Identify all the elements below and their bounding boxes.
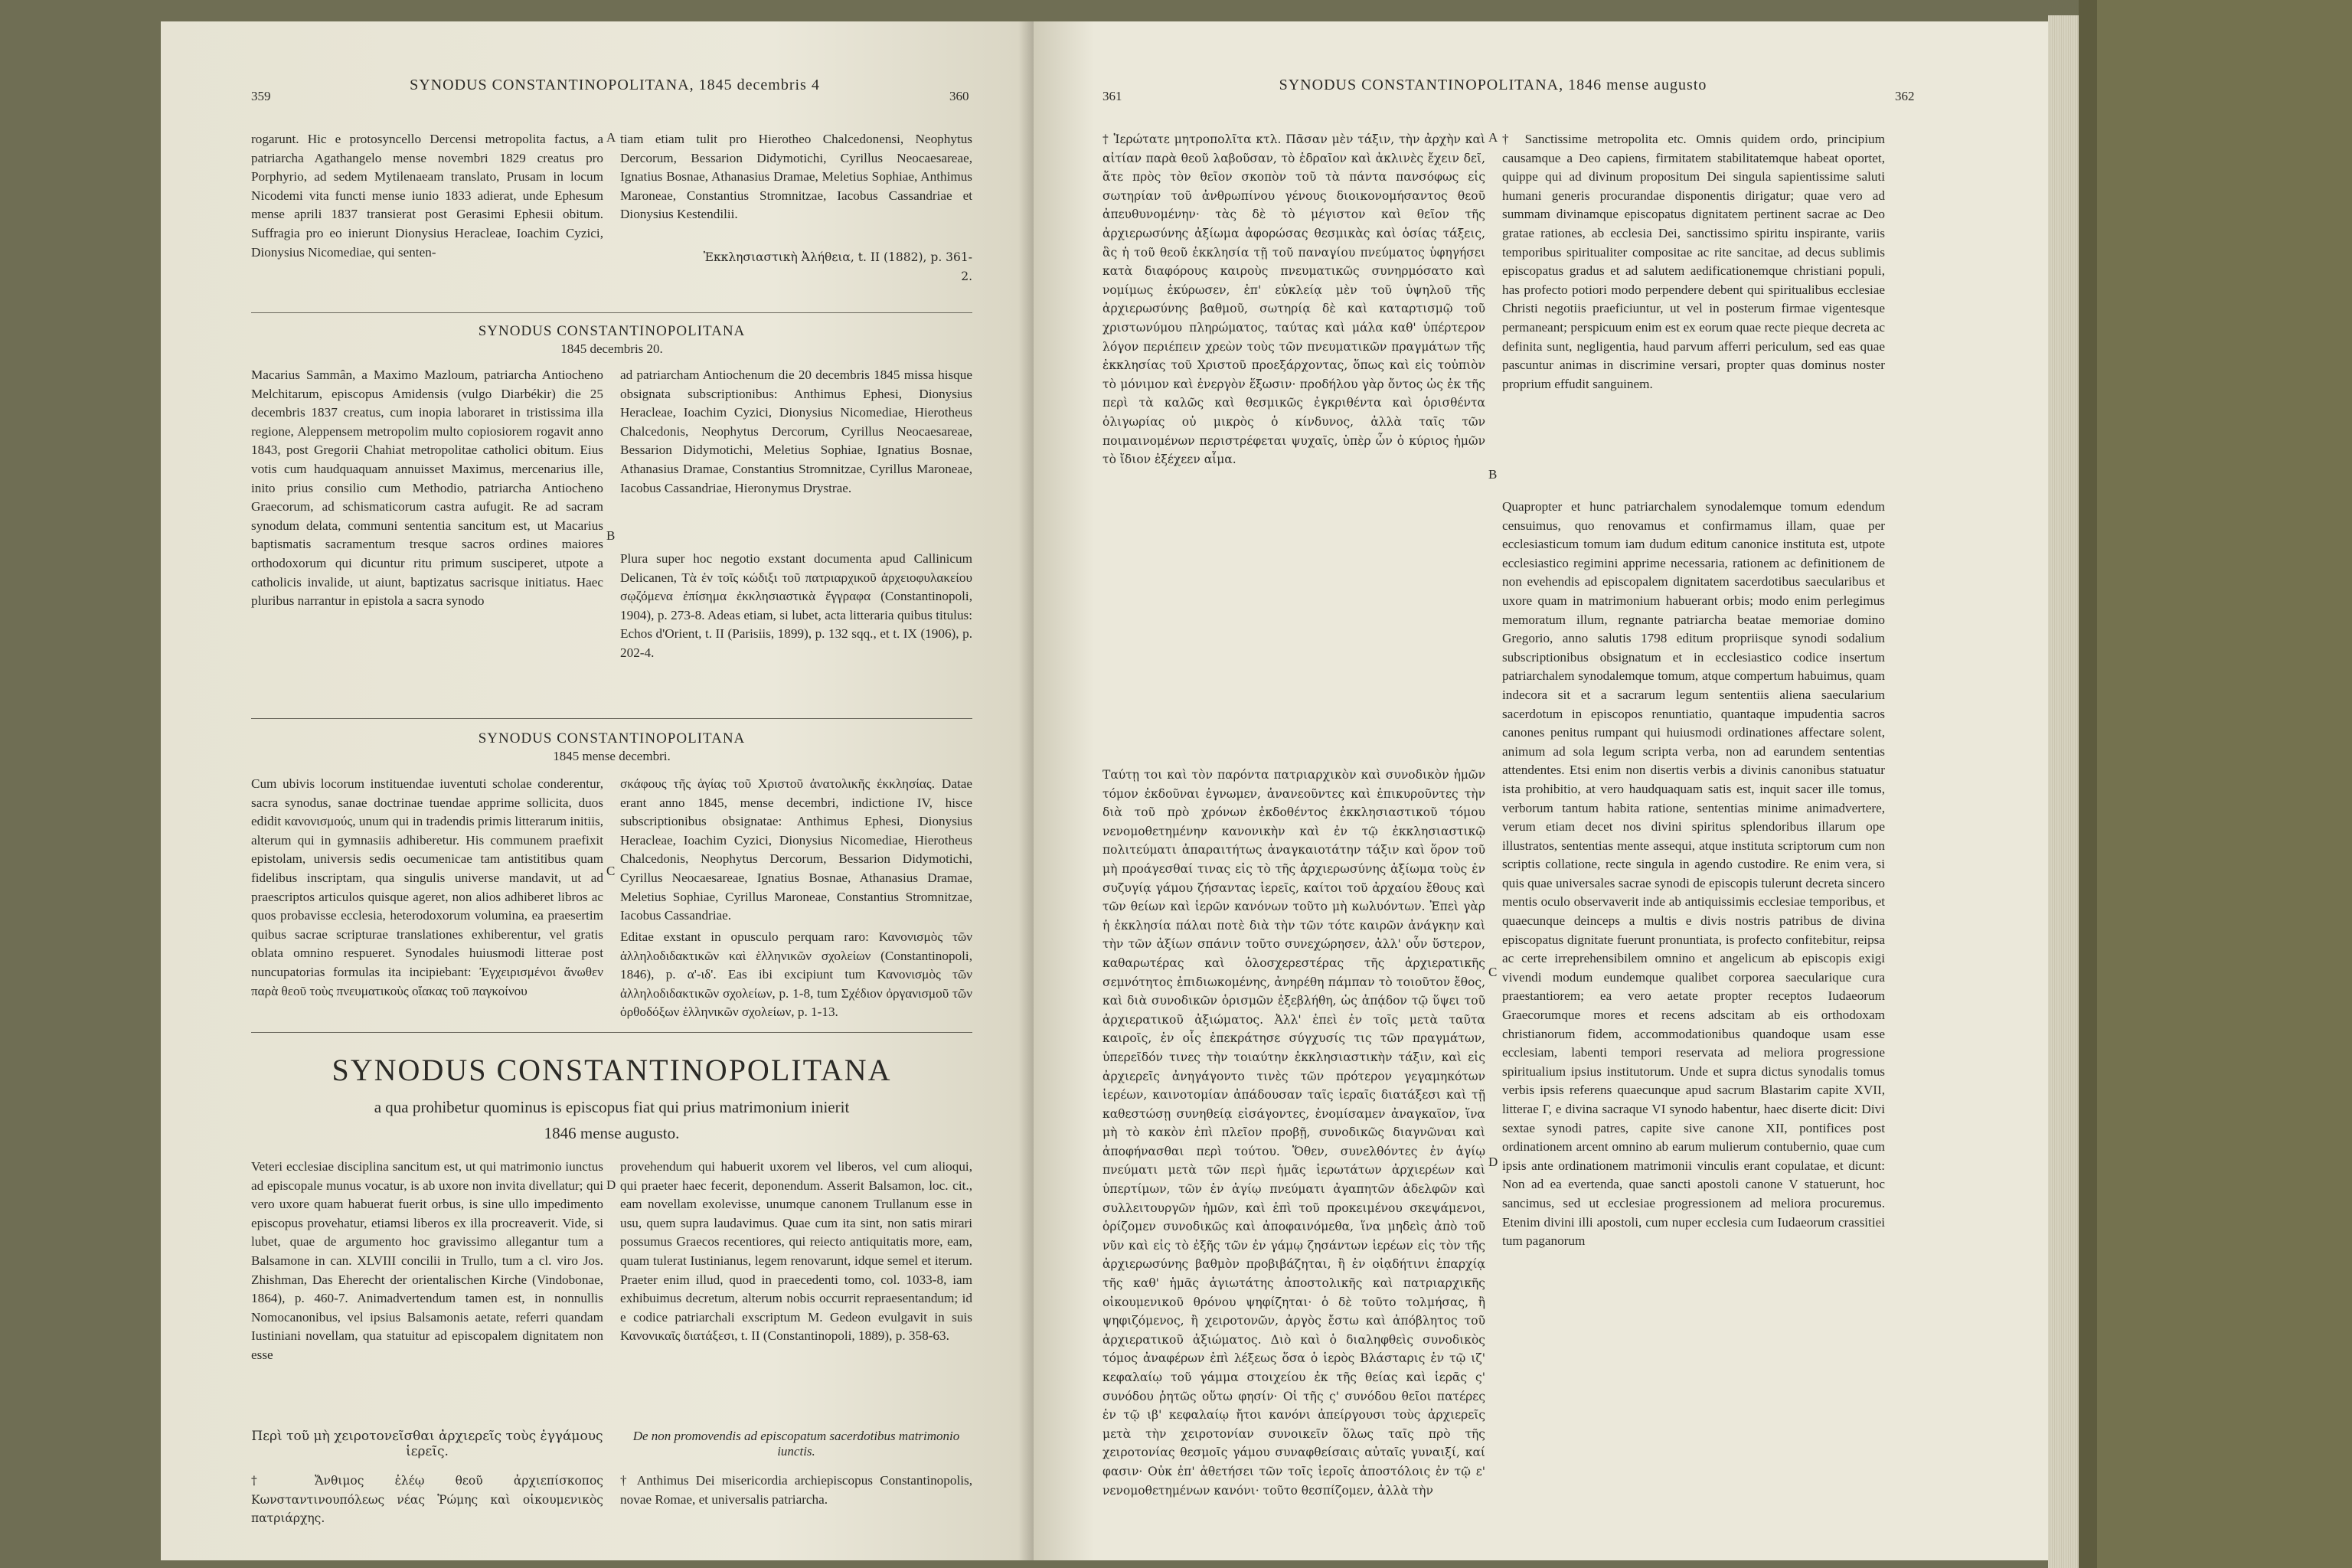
- margin-mark-c: C: [606, 864, 616, 878]
- margin-mark-d-right: D: [1488, 1155, 1498, 1169]
- greek-column-2: Ταύτῃ τοι καὶ τὸν παρόντα πατριαρχικὸν καὶ συνοδικὸν ἡμῶν τόμον ἐκδοῦναι ἐγνωμεν, ἀνανεοῦντες καὶ ἐπικυροῦντες τὴν διὰ τοῦ πρὸ χρόνων ἐκδοθέντος ἐκκλησιαστικοῦ τόμου νενομοθετημένην κανονικὴν καὶ ἐν τῷ ἐκκλησιαστικῷ πολιτεύματι ἀπαραιτήτως ἀναγκαιοτάτην τάξιν καὶ ὅρον τοῦ μὴ προάγεσθαί τινας εἰς τὸ τῆς ἀρχιερωσύνης ἀξίωμα τοὺς ἐν συζυγίᾳ γάμου ζήσαντας ἱερεῖς, καίτοι τοῦ ἀρχαίου ἔθους καὶ τῶν θείων καὶ ἱερῶν κανόνων τοῦτο μὴ κωλυόντων. Ἐπεὶ γὰρ ἡ ἐκκλησία πάλαι ποτὲ διὰ τὴν τῶν τότε καιρῶν ἀνάγκην καὶ τὴν τῶν ἀξίων σπάνιν τοῦτο συνεχώρησεν, ἀλλ' οὖν ὕστερον, καθαρωτέρας καὶ ὁλοσχερεστέρας τῆς ἀρχιερατικῆς σεμνότητος ἐπιδιωκομένης, ἀνηρέθη πάμπαν τὸ τοιοῦτον ἔθος, καὶ διὰ συνοδικῶν ὁρισμῶν ἐξεβλήθη, ὡς ἀπᾴδον τῷ ὕψει τοῦ ἀρχιερατικοῦ ἀξιώματος. Ἀλλ' ἐπεὶ ἐν τοῖς μετὰ ταῦτα καιροῖς, ἐν οἷς ἐπεκράτησε σύγχυσίς τις τῶν πραγμάτων, ὑπερεῖδόν τινες τὴν τοιαύτην ἐκκλησιαστικὴν τάξιν, καὶ εἰς ἀρχιερεῖς ἀνηγάγοντο τινὲς τῶν πρότερον γεγαμηκότων ἱερέων, καινοτομίαν ἀπάδουσαν ταῖς ἱεραῖς διατάξεσι καὶ τῇ καθεστώσῃ συνηθείᾳ εἰσάγοντες, ἐνομίσαμεν ἀναγκαῖον, ἵνα μὴ τὸ κακὸν ἐπὶ πλεῖον προβῇ, συνοδικῶς διαγνῶναι καὶ ἀποφήνασθαι περὶ τούτου. Ὅθεν, συνελθόντες ἐν ἁγίῳ πνεύματι μετὰ τῶν περὶ ἡμᾶς ἱερωτάτων ἀρχιερέων καὶ ὑπερτίμων, τῶν ἐν ἁγίῳ πνεύματι ἀγαπητῶν ἀδελφῶν καὶ συλλειτουργῶν ἡμῶν, καὶ ἐπὶ τοῦ προκειμένου σκεψάμενοι, ὁρίζομεν συνοδικῶς καὶ ἀποφαινόμεθα, ἵνα μηδεὶς ἀπὸ τοῦ νῦν καὶ εἰς τὸ ἑξῆς τῶν ἐν γάμῳ ζησάντων ἱερέων εἰς τὸν τῆς ἀρχιερωσύνης βαθμὸν προβιβάζηται, ἢ ἐν οἱᾳδήτινι ἐπαρχίᾳ τῆς καθ' ἡμᾶς ἁγιωτάτης ἀποστολικῆς καὶ πατριαρχικῆς οἰκουμενικοῦ θρόνου ψηφίζηται· ὁ δὲ τοῦτο τολμήσας, ἢ ψηφιζόμενος, ἢ χειροτονῶν, ἀργὸς ἔστω καὶ ἀπόβλητος τοῦ ἀρχιερατικοῦ ἀξιώματος. Διὸ καὶ ὁ διαληφθεὶς συνοδικὸς τόμος ἀναφέρων ἐπὶ λέξεως ὅσα ὁ ἱερὸς Βλάσταρις ἐν τῷ ιζ' κεφαλαίῳ τοῦ γάμμα στοιχείου ἐκ τῆς θείας καὶ ἱερᾶς ς' συνόδου ῥητῶς οὕτω φησίν· Οἱ τῆς ς' συνόδου θεῖοι πατέρες ἐν τῷ ιβ' κεφαλαίῳ ἤτοι κανόνι ἀπείργουσι τοὺς ἀρχιερεῖς μετὰ τὴν χειροτονίαν συνοικεῖν ὅλως ταῖς πρὸ τῆς χειροτονίας θεσμοῖς γάμου συναφθείσαις αὐταῖς γυναιξί, καί φασιν· Οὐκ ἐπ' ἀθετήσει τῶν τοῖς ἱεροῖς ἀποστόλοις ἐν τῷ ε' νενομοθετημένων κανόνι· τοῦτο θεσπίζομεν, ἀλλὰ τὴν: [1102, 768, 1485, 1498]
- margin-mark-b-right: B: [1488, 467, 1498, 482]
- section-2-column-right-2: Editae exstant in opusculo perquam raro: Κανονισμὸς τῶν ἀλληλοδιδακτικῶν καὶ ἑλληνικῶν σχολείων (Constantinopoli, 1846), p. α'-ιδ'. Eas ibi excipiunt tum Κανονισμὸς τῶν ἀλληλοδιδακτικῶν σχολείων, p. 1-8, tum Σχέδιον ὀργανισμοῦ τῶν ὀρθοδόξων ἑλληνικῶν σχολείων, p. 1-13.: [620, 929, 972, 1020]
- section-3-date: 1846 mense augusto.: [544, 1124, 680, 1142]
- top-column-left: rogarunt. Hic e protosyncello Dercensi metropolita factus, a patriarcha Agathangelo mense novembri 1829 creatus pro Porphyrio, ad sedem Mytilenaeam translato, Prusam in locum Nicodemi vita functi mense iunio 1833 adierat, unde Ephesum mense aprili 1837 transierat post Gerasimi Ephesii obitum. Suffragia pro eo inierunt Dionysius Heracleae, Ioachim Cyzici, Dionysius Nicomediae, qui senten-: [251, 132, 603, 260]
- section-2-title: SYNODUS CONSTANTINOPOLITANA: [478, 730, 746, 746]
- section-2-column-right: σκάφους τῆς ἁγίας τοῦ Χριστοῦ ἀνατολικῆς ἐκκλησίας. Datae erant anno 1845, mense decembri, indictione IV, hisce subscriptionibus obsignatae: Anthimus Ephesi, Dionysius Heracleae, Ioachim Cyzici, Dionysius Nicomediae, Hierotheus Chalcedonis, Neophytus Dercorum, Bessarion Didymotichi, Cyrillus Neocaesareae, Ignatius Bosnae, Athanasius Dramae, Meletius Sophiae, Cyrillus Maroneae, Constantius Stromnitzae, Iacobus Cassandriae.: [620, 776, 972, 923]
- left-page: [161, 21, 1034, 1560]
- greek-opening: † Ἄνθιμος ἐλέῳ θεοῦ ἀρχιεπίσκοπος Κωνσταντινουπόλεως νέας Ῥώμης καὶ οἰκουμενικὸς πατριάρχης.: [251, 1474, 603, 1526]
- section-3-column-left: Veteri ecclesiae disciplina sancitum est, ut qui matrimonio iunctus ad episcopale munus vocatur, is ab uxore non invita divellatur; qui vero uxore quam habuerat fuerit orbus, is sine ullo impedimento episcopus provehatur, etiamsi liberos ex illa procreaverit. Vide, si lubet, quae de argumento hoc gravissimo allegantur tum a Balsamone in can. XLVIII concilii in Trullo, tum a cl. viro Jos. Zhishman, Das Eherecht der orientalischen Kirche (Vindobonae, 1864), p. 460-7. Animadvertendum tamen est, in nonnullis Nomocanonibus, vel ipsius Balsamonis aetate, referri quandam Iustiniani novellam, qua statuitur ad episcopalem dignitatem non esse: [251, 1159, 603, 1362]
- latin-heading: De non promovendis ad episcopatum sacerdotibus matrimonio iunctis.: [632, 1429, 960, 1459]
- running-head-right: SYNODUS CONSTANTINOPOLITANA, 1846 mense augusto: [1279, 77, 1707, 93]
- latin-opening: † Anthimus Dei misericordia archiepiscopus Constantinopolis, novae Romae, et universalis patriarcha.: [620, 1473, 972, 1507]
- section-3-subtitle: a qua prohibetur quominus is episcopus fiat qui prius matrimonium inierit: [374, 1098, 850, 1116]
- section-2-column-left: Cum ubivis locorum instituendae iuventuti scholae conderentur, sacra synodus, sanae doctrinae tuendae apprime sollicita, duos edidit κανονισμούς, unum qui in tradendis primis litterarum initiis, alterum qui in gymnasiis adhiberetur. His communem praefixit epistolam, universis sedis oecumenicae tam antistitibus quam fidelibus inscriptam, qua singulis universe mandavit, ut ad praescriptos articulos quisque ageret, non alios adhiberet libros ac quos probavisse ecclesia, heterodoxorum volumina, ea praesertim quibus sacrae scripturae translationes exhiberentur, vel gratis oblata omnino respueret. Synodales huiusmodi litterae post nuncupatorias formulas ita incipiebant: Ἐγχειρισμένοι ἄνωθεν παρὰ θεοῦ τοὺς πνευματικοὺς οἴακας τοῦ παγκοίνου: [251, 776, 603, 998]
- book-cover-edge: [2079, 0, 2352, 1568]
- margin-mark-d: D: [606, 1178, 616, 1192]
- section-1-column-left: Macarius Sammân, a Maximo Mazloum, patriarcha Antiocheno Melchitarum, episcopus Amidensis (vulgo Diarbékir) die 25 decembris 1837 creatus, cum inopia laboraret in tristissima illa regione, Aleppensem metropolim multo copiosiorem rogavit anno 1843, post Gregorii Chahiat metropolitae catholici obitum. Eius votis cum haudquaquam annuisset Maximus, mercenarius ille, inito prius consilio cum Methodio, patriarcha Antiocheno Graecorum, ad schismaticorum castra aufugit. Re ad sacram synodum delata, communi sententia sancitum est, ut Macarius baptismatis sacramentum tresque sacros ordines maiores orthodoxorum qui dicuntur ritu primum susciperet, utpote a catholicis invalide, ut aiunt, baptizatus sacrisque initiatus. Haec pluribus narrantur in epistola a sacra synodo: [251, 368, 603, 609]
- rule-1: [251, 312, 972, 313]
- section-1-column-right-2: Plura super hoc negotio exstant documenta apud Callinicum Delicanen, Τὰ ἐν τοῖς κώδιξι τοῦ πατριαρχικοῦ ἀρχειοφυλακείου σῳζόμενα ἐπίσημα ἐκκλησιαστικὰ ἔγγραφα (Constantinopoli, 1904), p. 273-8. Adeas etiam, si lubet, acta litteraria quibus titulus: Echos d'Orient, t. II (Parisiis, 1899), p. 132 sqq., et t. IX (1906), p. 202-4.: [620, 551, 972, 660]
- page-number-361: 361: [1102, 89, 1122, 103]
- top-column-right-ref: Ἐκκλησιαστικὴ Ἀλήθεια, t. II (1882), p. 361-2.: [703, 250, 972, 283]
- section-1-title: SYNODUS CONSTANTINOPOLITANA: [478, 323, 746, 339]
- margin-mark-a: A: [606, 130, 616, 145]
- page-number-359: 359: [251, 89, 271, 103]
- rule-3: [251, 1032, 972, 1033]
- right-page: [1034, 21, 2048, 1560]
- section-3-title: SYNODUS CONSTANTINOPOLITANA: [332, 1053, 892, 1087]
- section-1-column-right: ad patriarcham Antiochenum die 20 decembris 1845 missa hisque obsignata subscriptionibus: Anthimus Ephesi, Dionysius Heracleae, Ioachim Cyzici, Dionysius Nicomediae, Hierotheus Chalcedonis, Neophytus Dercorum, Cyrillus Neocaesareae, Bessarion Didymotichi, Meletius Sophiae, Ignatius Bosnae, Athanasius Dramae, Constantius Stromnitzae, Cyrillus Maroneae, Iacobus Cassandriae, Hieronymus Drystrae.: [620, 368, 972, 495]
- page-block-edge: [2048, 15, 2079, 1568]
- margin-mark-c-right: C: [1488, 965, 1498, 979]
- running-head-left: SYNODUS CONSTANTINOPOLITANA, 1845 decembris 4: [410, 77, 820, 93]
- rule-2: [251, 718, 972, 719]
- latin-column-1: † Sanctissime metropolita etc. Omnis quidem ordo, principium causamque a Deo capiens, firmitatem stabilitatemque habeat oportet, quippe qui ad divinum propositum Dei singula sapientissime saluti humani generis procurandae disponentis dirigatur; quae vero ad summam divinamque episcopatus dignitatem pertinent sacrae ac Deo gratae rationes, ab ecclesia Dei, sanctissimo spiritu inspirante, variis temporibus spiritualiter compositae ac rite sancitae, ad decus sublimis episcopatus gradus et ad salutem aedificationemque christiani populi, has profecto potiori modo perpendere debent qui spiritualibus ecclesiae Christi negotiis praeficiuntur, ut vel in posterum firmae vigentesque permaneant; perspicuum enim est ex eorum quae recte pieque decreta ac definita sunt, negligentia, haud parvum afferri periculum, sed eas quae pascuntur animas in discrimine versari, propter quas dominus noster proprium effudit sanguinem.: [1502, 132, 1885, 391]
- top-column-right: tiam etiam tulit pro Hierotheo Chalcedonensi, Neophytus Dercorum, Bessarion Didymotichi, Cyrillus Neocaesareae, Ignatius Bosnae, Athanasius Dramae, Meletius Sophiae, Anthimus Maroneae, Constantius Stromnitzae, Iacobus Cassandriae et Dionysius Kestendilii.: [620, 132, 972, 222]
- page-number-360: 360: [949, 89, 969, 103]
- cover-spine: [2079, 0, 2097, 1568]
- greek-column-1: † Ἱερώτατε μητροπολῖτα κτλ. Πᾶσαν μὲν τάξιν, τὴν ἀρχὴν καὶ αἰτίαν παρὰ θεοῦ λαβοῦσαν, τὸ ἑδραῖον καὶ ἀκλινὲς ἔχειν δεῖ, ἅτε πρὸς τὸν θεῖον σκοπὸν τοῦ τὰ πάντα πανσόφως εἰς σωτηρίαν τοῦ ἀνθρωπίνου γένους διοικονομήσαντος θεοῦ ἀπευθυνομένην· τὰς δὲ τὸ μέγιστον καὶ θεῖον τῆς ἀρχιερωσύνης ἀξίωμα ἀφορώσας θεσμικὰς καὶ ὁσίας τάξεις, ἃς ἡ τοῦ θεοῦ ἐκκλησία τῇ τοῦ παναγίου πνεύματος ὑφηγήσει κατὰ διαφόρους καιροὺς πνευματικῶς συνηρμόσατο καὶ νομίμως ἐκύρωσεν, ἐπ' εὐκλείᾳ μὲν τοῦ ὑψηλοῦ τῆς ἀρχιερωσύνης βαθμοῦ, σωτηρίᾳ δὲ καὶ καταρτισμῷ τοῦ χριστωνύμου πληρώματος, ταύτας καὶ μάλα καθ' ὑπέρτερον λόγον περιέπειν χρεὼν τοὺς τῶν πνευματικῶν πραγμάτων τῆς ἐκκλησίας τοῦ Χριστοῦ προεξάρχοντας, ὅπως καὶ εἰς τοὐπιὸν τὸ μόνιμον καὶ ἐνεργὸν ἕξωσιν· προδήλου γὰρ ὄντος ὡς ἐκ τῆς περὶ τὰ καλῶς καὶ θεσμικῶς ἐγκριθέντα καὶ ὁρισθέντα ὀλιγωρίας οὐ μικρὸς ὁ κίνδυνος, ἀλλὰ ταῖς τῶν ποιμαινομένων περιστρέφεται ψυχαῖς, ὑπὲρ ὧν ὁ κύριος ἡμῶν τὸ ἴδιον ἐξέχεεν αἷμα.: [1102, 132, 1485, 467]
- latin-column-2: Quapropter et hunc patriarchalem synodalemque tomum edendum censuimus, quo renovamus et confirmamus illam, quae per ecclesiasticum tomum iam dudum editum canonice instituta est, utpote ecclesiastico regimini apprime necessaria, rationem ac definitionem de non evehendis ad episcopalem dignitatem sacerdotibus saecularibus et uxore quam in matrimonium habuerant orbis; modo enim perlegimus memoratum illum, regnante patriarcha beatae memoriae domino Gregorio, anno salutis 1798 editum propriisque synodi sodalium subscriptionibus obsignatum et in ecclesiastico codice insertum patriarchalem synodalemque tomum, atque compertum habuimus, quam indecora sit et a sacrarum legum sententiis aliena saecularium sacerdotum in episcopos renuntiatio, quantaque impudentia sacros canones penitus rumpant qui huiusmodi ordinationes affectare solent, animum ad sola legum scripta verba, non ad earundem sententias attendentes. Etsi enim non disertis verbis a divinis canonibus statuatur ista prohibitio, at vero haudquaquam satis est, inquit sacer ille tomus, verborum tantum habita ratione, sententias minime animadvertere, verum etiam decet nos divini spiritus splendoribus illarum ope illustratos, sententias mente assequi, atque instituta scriptorum cum non scriptis collatione, recte singula in agendo custodire. Re enim vera, si quis quae universales sacrae synodi de episcopis tulerunt decreta sincero mentis oculo observaverit inde ab antiquissimis ecclesiae temporibus, et quaecunque deinceps a multis e divis nostris patribus de divina episcopatus dignitate fuerunt pronuntiata, is profecto confitebitur, reipsa ac certe irreprehensibilem omnino et angelicum ab episcopis exigi vivendi modum eundemque qualibet corporea saecularique cura praestantiorem; ea vero aetate propter receptos Iudaeorum Graecorumque mores et recens adscitam ab eis orthodoxam christianorum fidem, accommodationibus quandoque usam esse ecclesiam, labenti tempori reservata ad meliora progressione spiritualium ipsius institutorum. Unde et supra dictus synodalis tomus verbis ipsis referens quaecunque apud sacrum Blastarim capite XVII, litterae Γ, e divina sacraque VI synodo habentur, haec diserte dicit: Divi sextae synodi patres, capite sive canone XII, pontifices post ordinationem arcent omnino ab earum mulierum contubernio, quae cum ipsis ante ordinationem matrimonii vinculis erant copulatae, et dicunt: Non ad ea evertenda, quae sancti apostoli canone V statuerunt, hoc sancimus, sed ut ecclesiae progressionem ad meliora procuremus. Etenim divini illi apostoli, cum nuper ecclesia cum Iudaeorum crassitiei tum paganorum: [1502, 499, 1885, 1249]
- page-number-362: 362: [1895, 89, 1915, 103]
- section-3-column-right: provehendum qui habuerit uxorem vel liberos, vel cum alioqui, qui praeter haec fecerit, deponendum. Asserit Balsamon, loc. cit., eam novellam exolevisse, unumque canonem Trullanum esse in usu, quem supra laudavimus. Quae cum ita sint, non satis mirari possumus Graecos recentiores, qui reiecto antiquitatis more, eam, quam tulerat Iustinianus, legem renovarunt, idque semel et iterum. Praeter enim illud, quod in praecedenti tomo, col. 1033-8, iam exhibuimus decretum, alterum nobis occurrit repraesentandum; id e codice patriarchali exscriptum M. Gedeon evulgavit in suis Κανονικαῖς διατάξεσι, t. II (Constantinopoli, 1889), p. 358-63.: [620, 1159, 972, 1344]
- greek-heading: Περὶ τοῦ μὴ χειροτονεῖσθαι ἀρχιερεῖς τοὺς ἐγγάμους ἱερεῖς.: [251, 1429, 603, 1459]
- margin-mark-a-right: A: [1488, 130, 1498, 145]
- section-1-date: 1845 decembris 20.: [560, 341, 663, 356]
- section-2-date: 1845 mense decembri.: [553, 749, 671, 763]
- margin-mark-b: B: [606, 528, 616, 543]
